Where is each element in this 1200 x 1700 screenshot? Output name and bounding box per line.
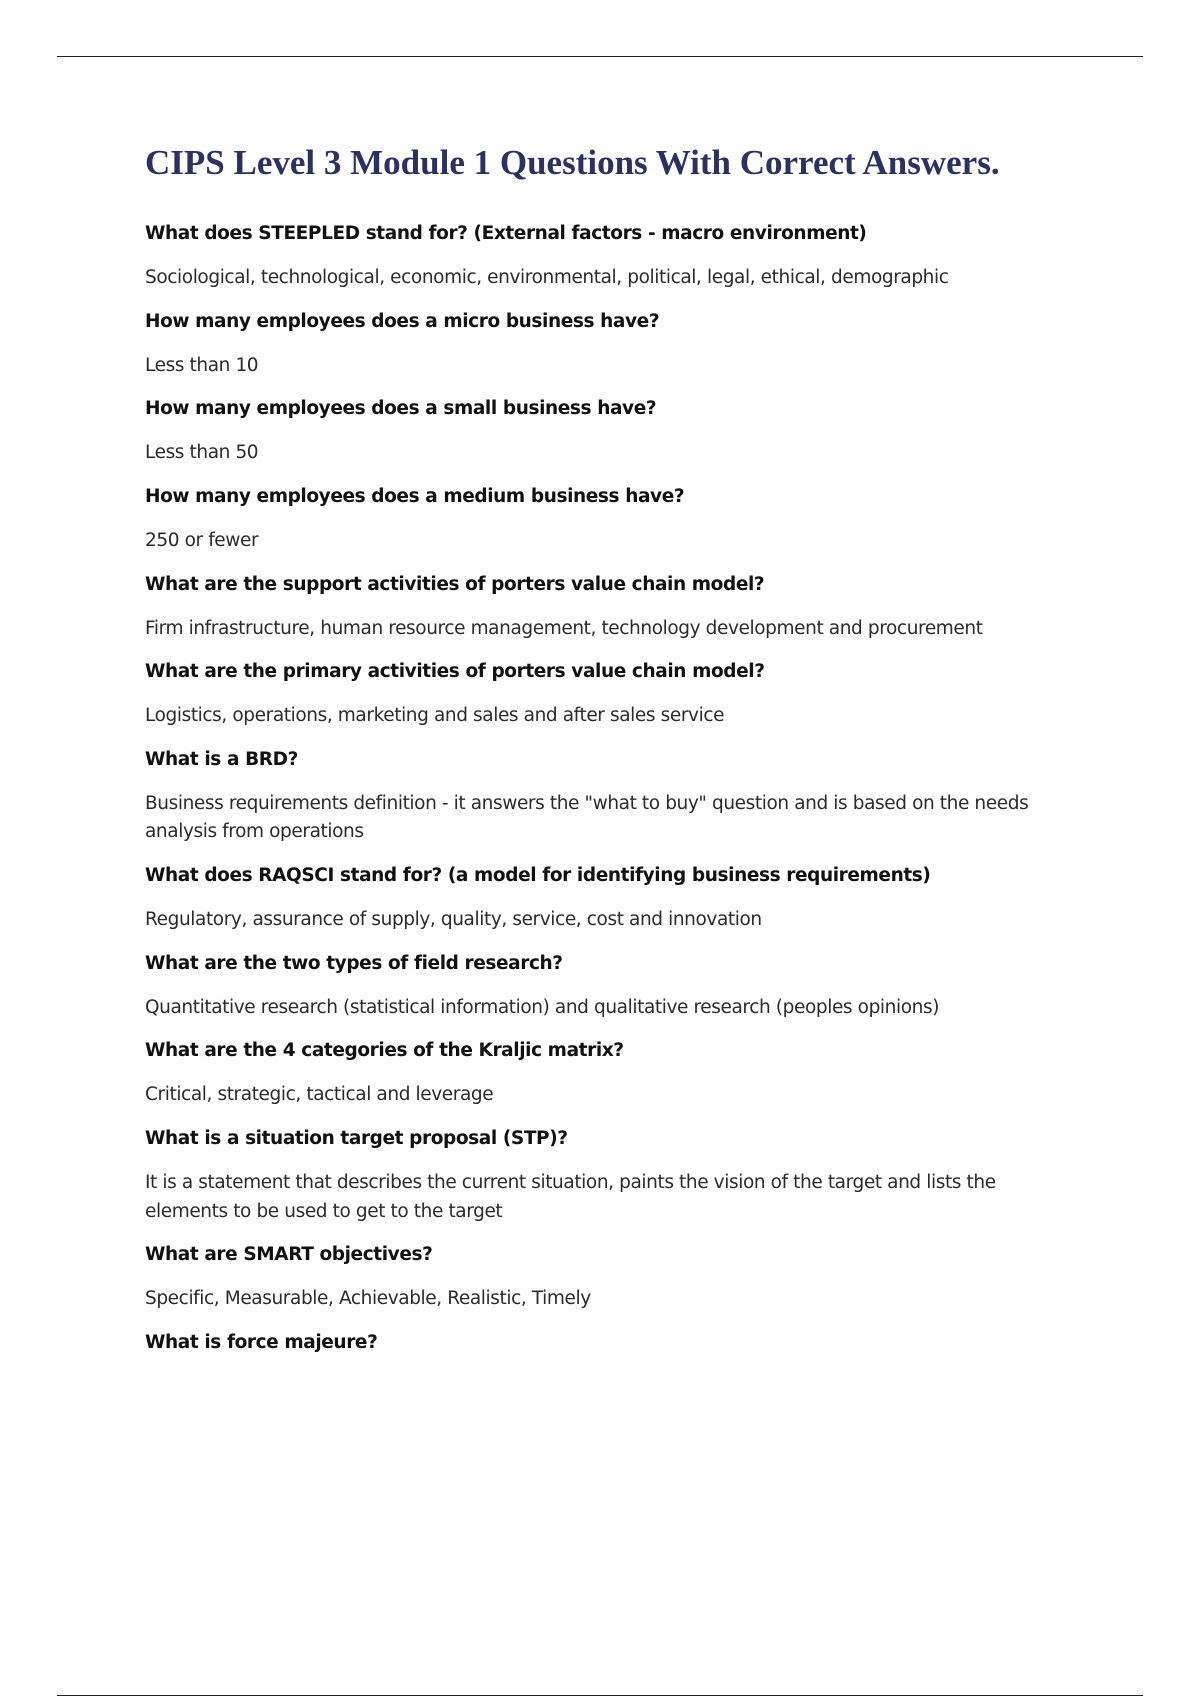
answer: Critical, strategic, tactical and leverage [145,1084,494,1106]
question: What does RAQSCI stand for? (a model for identifying business requirements) [145,865,931,887]
question: What are SMART objectives? [145,1244,433,1266]
question: What is force majeure? [145,1332,378,1354]
question: What are the primary activities of porters value chain model? [145,661,765,683]
answer: 250 or fewer [145,529,259,551]
answer: Quantitative research (statistical information) and qualitative research (peoples opinions) [145,996,940,1018]
document-title: CIPS Level 3 Module 1 Questions With Correct Answers. [145,143,1000,182]
question: How many employees does a medium business have? [145,485,685,507]
question: How many employees does a micro business have? [145,310,660,332]
answer: Less than 10 [145,354,259,376]
answer: Logistics, operations, marketing and sales and after sales service [145,705,725,727]
answer: Regulatory, assurance of supply, quality, service, cost and innovation [145,909,762,931]
answer: Sociological, technological, economic, environmental, political, legal, ethical, demographic [145,266,949,288]
answer: Specific, Measurable, Achievable, Realistic, Timely [145,1288,591,1310]
answer: Firm infrastructure, human resource management, technology development and procurement [145,617,983,639]
question: How many employees does a small business have? [145,398,657,420]
document-body [145,142,1065,1373]
page-bottom-rule [57,1695,1143,1696]
qa-list [145,222,1065,1356]
question: What are the two types of field research? [145,952,563,974]
answer: Business requirements definition - it answers the "what to buy" question and is based on the needs analysis from operations [145,792,1029,843]
question: What is a situation target proposal (STP)? [145,1128,568,1150]
page-top-rule [57,56,1143,57]
answer: It is a statement that describes the current situation, paints the vision of the target and lists the elements to be used to get to the target [145,1172,996,1222]
question: What are the support activities of porters value chain model? [145,573,765,595]
question: What does STEEPLED stand for? (External factors - macro environment) [145,223,867,244]
question: What is a BRD? [145,748,298,770]
question: What are the 4 categories of the Kraljic matrix? [145,1040,624,1062]
answer: Less than 50 [145,442,259,464]
